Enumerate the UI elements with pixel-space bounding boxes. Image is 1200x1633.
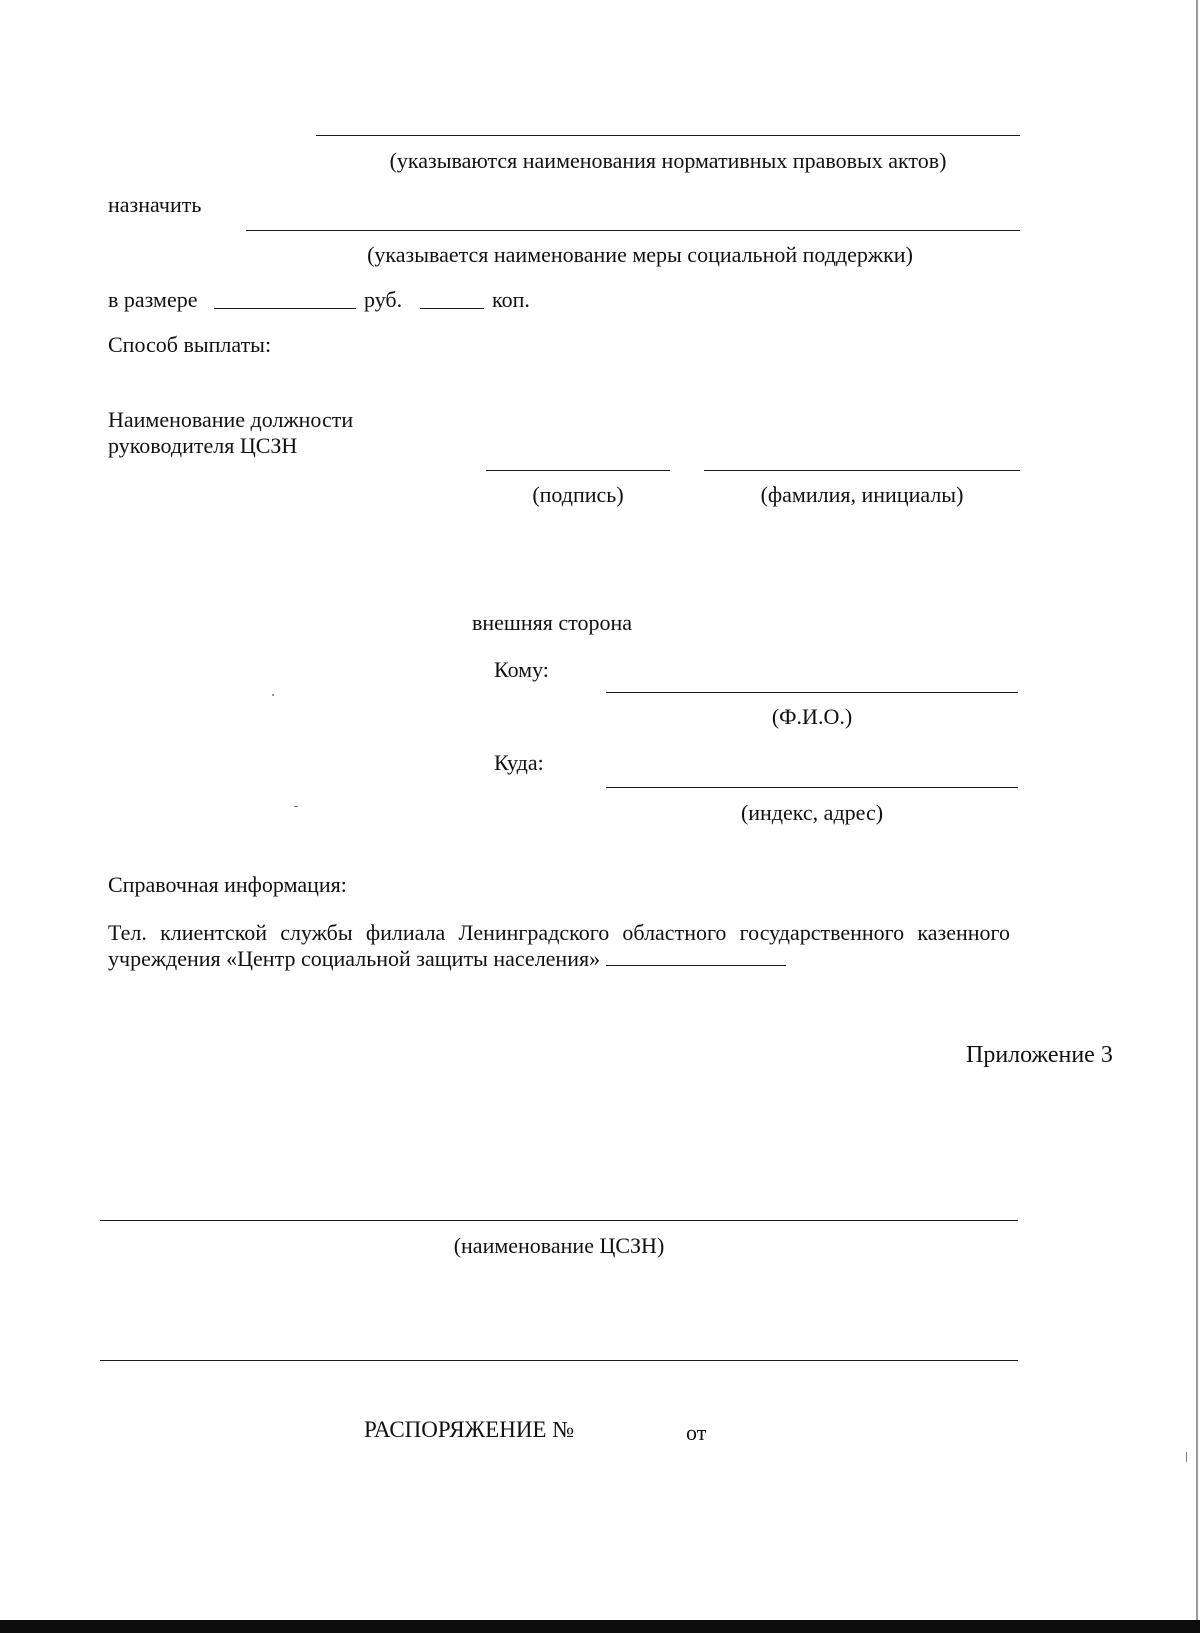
kop-blank[interactable] <box>420 308 484 309</box>
payment-method-label: Способ выплаты: <box>108 332 272 357</box>
scan-speck <box>1186 1452 1187 1462</box>
position-line2: руководителя ЦСЗН <box>108 433 298 458</box>
org-line[interactable] <box>100 1220 1018 1221</box>
acts-line <box>316 135 1020 136</box>
to-line[interactable] <box>606 692 1018 693</box>
scan-speck <box>272 694 274 696</box>
reference-title: Справочная информация: <box>108 872 347 897</box>
to-label: Кому: <box>494 657 549 682</box>
signature-line[interactable] <box>486 470 670 471</box>
amount-prefix: в размере <box>108 287 198 312</box>
scan-edge-right <box>1196 0 1198 1633</box>
to-caption: (Ф.И.О.) <box>771 704 853 729</box>
name-caption: (фамилия, инициалы) <box>760 482 964 507</box>
order-title: РАСПОРЯЖЕНИЕ № <box>364 1417 575 1442</box>
assign-label: назначить <box>108 192 202 217</box>
where-line[interactable] <box>606 787 1018 788</box>
appendix-label: Приложение 3 <box>966 1042 1113 1068</box>
acts-caption: (указываются наименования нормативных правовых актов) <box>389 148 947 173</box>
position-line1: Наименование должности <box>108 407 354 432</box>
signature-caption: (подпись) <box>532 482 624 507</box>
from-label: от <box>686 1420 707 1445</box>
scan-edge-bottom <box>0 1620 1200 1633</box>
measure-line <box>246 230 1020 231</box>
measure-caption: (указывается наименование меры социальной поддержки) <box>367 242 913 267</box>
rub-blank[interactable] <box>214 308 356 309</box>
name-line[interactable] <box>704 470 1020 471</box>
where-label: Куда: <box>494 750 544 775</box>
rub-label: руб. <box>364 287 403 312</box>
phone-blank[interactable] <box>606 947 786 966</box>
outer-side-label: внешняя сторона <box>472 610 633 635</box>
reference-phone-paragraph <box>108 920 1010 972</box>
org-line-2[interactable] <box>100 1360 1018 1361</box>
reference-phone-text: Тел. клиентской службы филиала Ленинградского областного государственного казенного учреждения «Центр социальной защиты населения» <box>108 920 1010 971</box>
org-caption: (наименование ЦСЗН) <box>453 1233 665 1258</box>
scan-speck <box>294 806 298 807</box>
kop-label: коп. <box>492 287 530 312</box>
where-caption: (индекс, адрес) <box>740 800 884 825</box>
